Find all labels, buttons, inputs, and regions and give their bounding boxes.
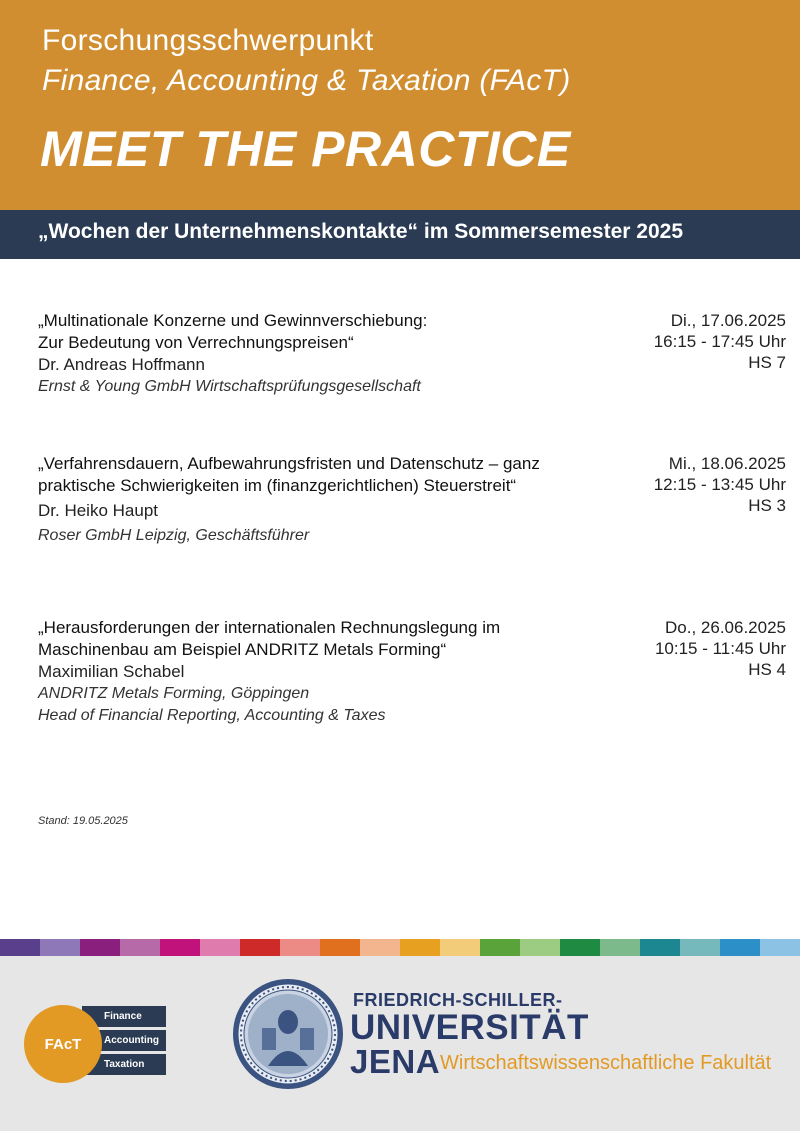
event-2-details [38, 453, 598, 547]
university-name-line-2: UNIVERSITÄT [350, 1008, 589, 1047]
event-3-schedule [616, 617, 786, 680]
color-stripe-segment [480, 939, 520, 956]
color-stripe-segment [680, 939, 720, 956]
status-date: Stand: 19.05.2025 [38, 815, 128, 827]
event-2-title-line-2: praktische Schwierigkeiten im (finanzgerichtlichen) Steuerstreit“ [38, 476, 517, 495]
color-stripe-segment [720, 939, 760, 956]
research-focus-name: Finance, Accounting & Taxation (FAcT) [42, 64, 571, 97]
event-3-time: 10:15 - 11:45 Uhr [654, 639, 786, 658]
color-stripe-segment [200, 939, 240, 956]
event-3-organization-line-1: ANDRITZ Metals Forming, Göppingen [38, 685, 310, 702]
event-1-room: HS 7 [748, 353, 786, 372]
event-1-schedule [616, 310, 786, 373]
event-1-date: Di., 17.06.2025 [670, 311, 786, 330]
event-1-speaker: Dr. Andreas Hoffmann [38, 355, 205, 374]
event-1-details [38, 310, 598, 398]
header-banner [0, 0, 800, 210]
event-3-room: HS 4 [748, 660, 786, 679]
color-stripe-segment [360, 939, 400, 956]
footer [0, 956, 800, 1131]
color-stripe-segment [760, 939, 800, 956]
event-1-title-line-1: „Multinationale Konzerne und Gewinnverschiebung: [38, 311, 428, 330]
university-name-line-1: FRIEDRICH-SCHILLER- [353, 990, 563, 1010]
color-stripe-segment [120, 939, 160, 956]
event-2-title-line-1: „Verfahrensdauern, Aufbewahrungsfristen und Datenschutz – ganz [38, 454, 540, 473]
color-stripe-segment [440, 939, 480, 956]
event-1-time: 16:15 - 17:45 Uhr [653, 332, 786, 351]
faculty-name: Wirtschaftswissenschaftliche Fakultät [440, 1052, 772, 1074]
event-2-date: Mi., 18.06.2025 [668, 454, 786, 473]
event-2-organization: Roser GmbH Leipzig, Geschäftsführer [38, 527, 310, 544]
fact-logo-bar-taxation: Taxation [82, 1054, 166, 1075]
fact-logo-bar-accounting: Accounting [82, 1030, 166, 1051]
color-stripe-segment [160, 939, 200, 956]
color-stripe-segment [40, 939, 80, 956]
event-3-details [38, 617, 598, 727]
event-1-organization: Ernst & Young GmbH Wirtschaftsprüfungsgesellschaft [38, 378, 421, 395]
event-3-date: Do., 26.06.2025 [665, 618, 786, 637]
event-2-time: 12:15 - 13:45 Uhr [653, 475, 786, 494]
event-1-title-line-2: Zur Bedeutung von Verrechnungspreisen“ [38, 333, 354, 352]
color-stripe-segment [280, 939, 320, 956]
subtitle: „Wochen der Unternehmenskontakte“ im Sommersemester 2025 [38, 220, 684, 243]
color-stripe-segment [80, 939, 120, 956]
fact-logo-bar-finance: Finance [82, 1006, 166, 1027]
fact-logo [24, 1005, 174, 1085]
research-focus-label: Forschungsschwerpunkt [42, 24, 374, 57]
university-seal-icon [232, 978, 344, 1090]
event-3-title-line-1: „Herausforderungen der internationalen Rechnungslegung im [38, 618, 501, 637]
subtitle-bar [0, 210, 800, 259]
color-stripe-segment [240, 939, 280, 956]
color-stripe-segment [520, 939, 560, 956]
event-3-speaker: Maximilian Schabel [38, 662, 185, 681]
color-stripe-segment [640, 939, 680, 956]
event-3-title-line-2: Maschinenbau am Beispiel ANDRITZ Metals Forming“ [38, 640, 447, 659]
page-title: MEET THE PRACTICE [40, 121, 571, 177]
color-stripe-segment [400, 939, 440, 956]
university-name-line-3: JENA [350, 1043, 441, 1080]
color-stripe-segment [600, 939, 640, 956]
color-stripe [0, 939, 800, 956]
color-stripe-segment [0, 939, 40, 956]
fact-logo-circle: FAcT [24, 1005, 102, 1083]
event-2-room: HS 3 [748, 496, 786, 515]
event-3-organization-line-2: Head of Financial Reporting, Accounting & Taxes [38, 707, 386, 724]
color-stripe-segment [560, 939, 600, 956]
event-2-schedule [616, 453, 786, 516]
event-2-speaker: Dr. Heiko Haupt [38, 501, 158, 520]
color-stripe-segment [320, 939, 360, 956]
